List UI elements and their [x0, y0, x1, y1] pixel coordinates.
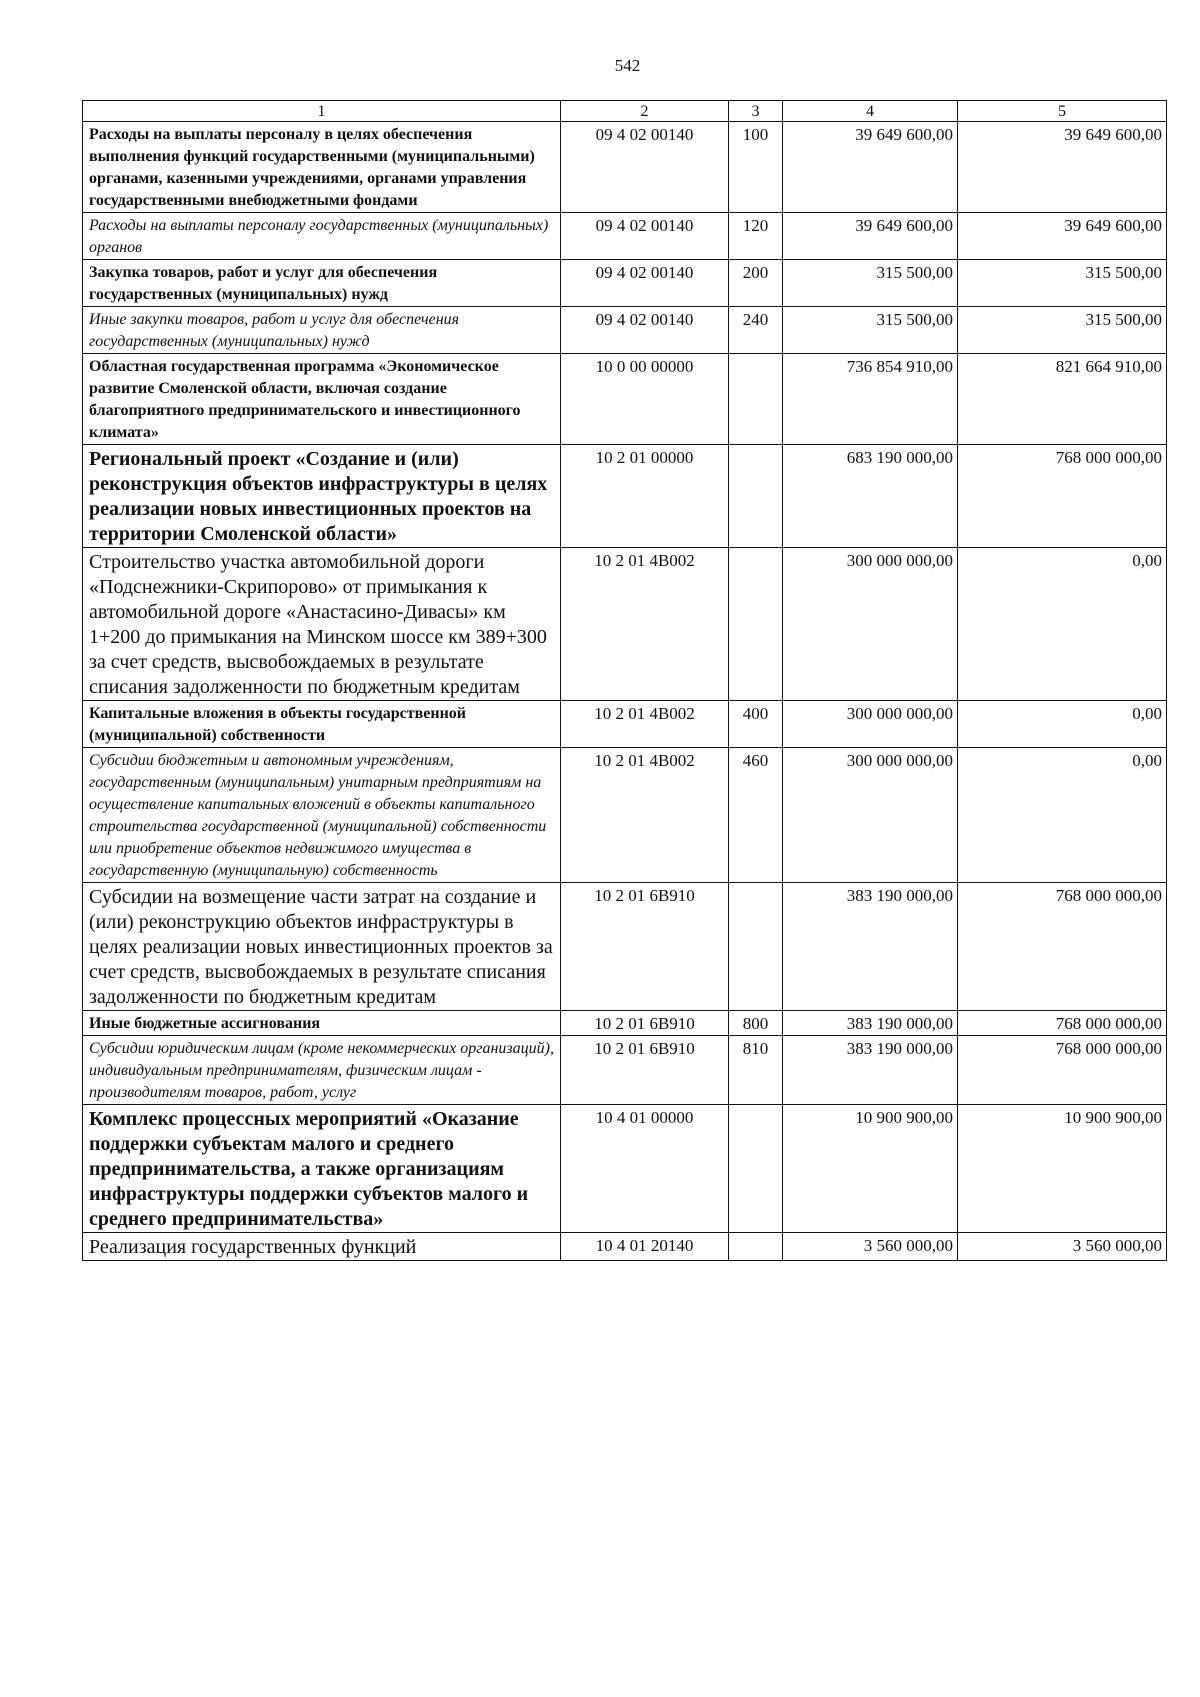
row-amount-year1-cell: 383 190 000,00: [783, 1036, 958, 1105]
row-code-cell: 10 2 01 00000: [561, 445, 729, 548]
row-code-cell: 10 2 01 4В002: [561, 701, 729, 748]
row-expense-type-cell: 460: [729, 748, 783, 883]
row-amount-year1-cell: 383 190 000,00: [783, 883, 958, 1011]
table-row: [83, 1011, 1167, 1036]
table-row: [83, 122, 1167, 213]
row-amount-year1-cell: 683 190 000,00: [783, 445, 958, 548]
row-name-cell: Реализация государственных функций: [83, 1233, 561, 1261]
table-row: [83, 354, 1167, 445]
row-amount-year1-cell: 39 649 600,00: [783, 122, 958, 213]
row-amount-year1-cell: 315 500,00: [783, 307, 958, 354]
row-amount-year2-cell: 10 900 900,00: [958, 1105, 1167, 1233]
row-amount-year1-cell: 300 000 000,00: [783, 548, 958, 701]
row-expense-type-cell: 800: [729, 1011, 783, 1036]
header-col-5: 5: [958, 101, 1167, 122]
budget-table: [82, 100, 1167, 1261]
row-name-cell: Областная государственная программа «Экономическое развитие Смоленской области, включая создание благоприятного предпринимательского и инвестиционного климата»: [83, 354, 561, 445]
row-amount-year2-cell: 39 649 600,00: [958, 213, 1167, 260]
table-row: [83, 307, 1167, 354]
row-amount-year2-cell: 768 000 000,00: [958, 1036, 1167, 1105]
table-row: [83, 748, 1167, 883]
row-name-cell: Строительство участка автомобильной дороги «Подснежники-Скрипорово» от примыкания к автомобильной дороге «Анастасино-Дивасы» км 1+200 до примыкания на Минском шоссе км 389+300 за счет средств, высвобождаемых в результате списания задолженности по бюджетным кредитам: [83, 548, 561, 701]
row-amount-year1-cell: 300 000 000,00: [783, 748, 958, 883]
row-name-cell: Комплекс процессных мероприятий «Оказание поддержки субъектам малого и среднего предпринимательства, а также организациям инфраструктуры поддержки субъектов малого и среднего предпринимательства»: [83, 1105, 561, 1233]
row-code-cell: 10 2 01 6В910: [561, 1036, 729, 1105]
row-expense-type-cell: 120: [729, 213, 783, 260]
table-row: [83, 213, 1167, 260]
row-expense-type-cell: [729, 445, 783, 548]
row-code-cell: 10 2 01 6В910: [561, 1011, 729, 1036]
row-expense-type-cell: [729, 1105, 783, 1233]
table-row: [83, 260, 1167, 307]
row-name-cell: Расходы на выплаты персоналу государственных (муниципальных) органов: [83, 213, 561, 260]
row-code-cell: 10 4 01 00000: [561, 1105, 729, 1233]
row-amount-year1-cell: 39 649 600,00: [783, 213, 958, 260]
row-amount-year1-cell: 10 900 900,00: [783, 1105, 958, 1233]
row-expense-type-cell: 100: [729, 122, 783, 213]
row-code-cell: 09 4 02 00140: [561, 307, 729, 354]
row-code-cell: 10 2 01 4В002: [561, 748, 729, 883]
table-row: [83, 548, 1167, 701]
row-code-cell: 09 4 02 00140: [561, 122, 729, 213]
row-name-cell: Иные закупки товаров, работ и услуг для обеспечения государственных (муниципальных) нужд: [83, 307, 561, 354]
header-col-3: 3: [729, 101, 783, 122]
row-code-cell: 10 4 01 20140: [561, 1233, 729, 1261]
row-name-cell: Субсидии юридическим лицам (кроме некоммерческих организаций), индивидуальным предпринимателям, физическим лицам - производителям товаров, работ, услуг: [83, 1036, 561, 1105]
row-name-cell: Иные бюджетные ассигнования: [83, 1011, 561, 1036]
row-amount-year2-cell: 0,00: [958, 748, 1167, 883]
page-number: 542: [614, 56, 641, 75]
row-name-cell: Закупка товаров, работ и услуг для обеспечения государственных (муниципальных) нужд: [83, 260, 561, 307]
row-amount-year2-cell: 0,00: [958, 548, 1167, 701]
table-row: [83, 883, 1167, 1011]
table-row: [83, 1105, 1167, 1233]
row-amount-year2-cell: 39 649 600,00: [958, 122, 1167, 213]
row-code-cell: 09 4 02 00140: [561, 260, 729, 307]
row-expense-type-cell: 400: [729, 701, 783, 748]
row-code-cell: 09 4 02 00140: [561, 213, 729, 260]
row-amount-year2-cell: 768 000 000,00: [958, 1011, 1167, 1036]
table-row: [83, 445, 1167, 548]
row-expense-type-cell: [729, 883, 783, 1011]
header-col-1: 1: [83, 101, 561, 122]
row-name-cell: Капитальные вложения в объекты государственной (муниципальной) собственности: [83, 701, 561, 748]
row-amount-year1-cell: 315 500,00: [783, 260, 958, 307]
row-name-cell: Региональный проект «Создание и (или) реконструкция объектов инфраструктуры в целях реализации новых инвестиционных проектов на территории Смоленской области»: [83, 445, 561, 548]
row-expense-type-cell: [729, 354, 783, 445]
table-header-row: [83, 101, 1167, 122]
row-amount-year1-cell: 300 000 000,00: [783, 701, 958, 748]
table-row: [83, 1036, 1167, 1105]
row-amount-year2-cell: 0,00: [958, 701, 1167, 748]
row-name-cell: Субсидии бюджетным и автономным учреждениям, государственным (муниципальным) унитарным предприятиям на осуществление капитальных вложений в объекты капитального строительства государственной (муниципальной) собственности или приобретение объектов недвижимого имущества в государственную (муниципальную) собственность: [83, 748, 561, 883]
row-expense-type-cell: 200: [729, 260, 783, 307]
row-amount-year2-cell: 315 500,00: [958, 260, 1167, 307]
table-row: [83, 701, 1167, 748]
header-col-2: 2: [561, 101, 729, 122]
row-expense-type-cell: [729, 1233, 783, 1261]
row-expense-type-cell: 240: [729, 307, 783, 354]
row-expense-type-cell: 810: [729, 1036, 783, 1105]
row-expense-type-cell: [729, 548, 783, 701]
row-amount-year1-cell: 383 190 000,00: [783, 1011, 958, 1036]
row-amount-year2-cell: 821 664 910,00: [958, 354, 1167, 445]
row-name-cell: Расходы на выплаты персоналу в целях обеспечения выполнения функций государственными (муниципальными) органами, казенными учреждениями, органами управления государственными внебюджетными фондами: [83, 122, 561, 213]
row-code-cell: 10 2 01 4В002: [561, 548, 729, 701]
row-code-cell: 10 2 01 6В910: [561, 883, 729, 1011]
row-amount-year2-cell: 768 000 000,00: [958, 445, 1167, 548]
row-amount-year2-cell: 768 000 000,00: [958, 883, 1167, 1011]
row-amount-year2-cell: 315 500,00: [958, 307, 1167, 354]
row-name-cell: Субсидии на возмещение части затрат на создание и (или) реконструкцию объектов инфраструктуры в целях реализации новых инвестиционных проектов за счет средств, высвобождаемых в результате списания задолженности по бюджетным кредитам: [83, 883, 561, 1011]
row-code-cell: 10 0 00 00000: [561, 354, 729, 445]
row-amount-year2-cell: 3 560 000,00: [958, 1233, 1167, 1261]
row-amount-year1-cell: 736 854 910,00: [783, 354, 958, 445]
table-row: [83, 1233, 1167, 1261]
row-amount-year1-cell: 3 560 000,00: [783, 1233, 958, 1261]
header-col-4: 4: [783, 101, 958, 122]
